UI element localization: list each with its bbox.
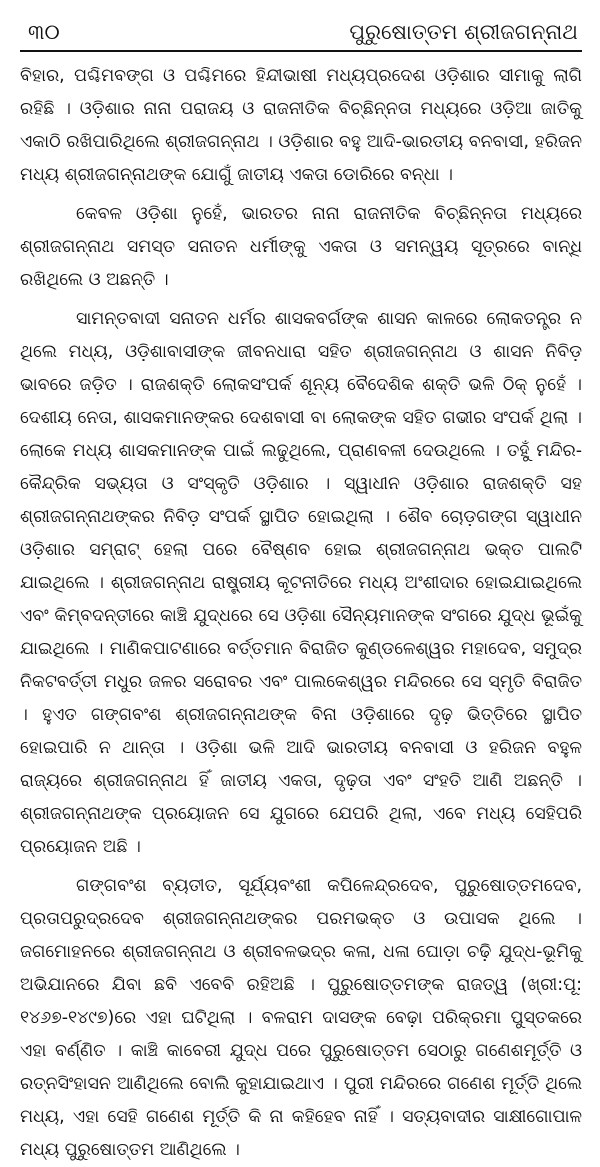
paragraph-1: ବିହାର, ପଶ୍ଚିମବଙ୍ଗ ଓ ପଶ୍ଚିମରେ ହିନ୍ଦୀଭାଷୀ ମଧ୍ୟପ୍ରଦେଶ ଓଡ଼ିଶାର ସୀମାକୁ ଲାଗି ରହିଛି । ଓଡ଼ିଶାର ନାନା ପରାଜୟ ଓ ରାଜନୀତିକ ବିଚ୍ଛିନ୍ନତା ମଧ୍ୟରେ ଓଡ଼ିଆ ଜାତିକୁ ଏକାଠି ରଖିପାରିଥିଲେ ଶ୍ରୀଜଗନ୍ନାଥ । ଓଡ଼ିଶାର ବହୁ ଆଦି-ଭାରତୀୟ ବନବାସୀ, ହରିଜନ ମଧ୍ୟ ଶ୍ରୀଜଗନ୍ନାଥଙ୍କ ଯୋଗୁଁ ଜାତୀୟ ଏକତା ଡୋରିରେ ବନ୍ଧା । [20,66,582,185]
body-text [20,60,582,1167]
paragraph-3: ସାମନ୍ତବାଦୀ ସନାତନ ଧର୍ମର ଶାସକବର୍ଗଙ୍କ ଶାସନ କାଳରେ ଲୋକତନ୍ତ୍ର ନ ଥିଲେ ମଧ୍ୟ, ଓଡ଼ିଶାବାସୀଙ୍କ ଜୀବନଧାରା ସହିତ ଶ୍ରୀଜଗନ୍ନାଥ ଓ ଶାସନ ନିବିଡ଼ ଭାବରେ ଜଡ଼ିତ । ରାଜଶକ୍ତି ଲୋକସଂପର୍କ ଶୂନ୍ୟ ବୈଦେଶିକ ଶକ୍ତି ଭଳି ଠିକ୍ ନୁହେଁ । ଦେଶୀୟ ନେତା, ଶାସକମାନଙ୍କର ଦେଶବାସୀ ବା ଲୋକଙ୍କ ସହିତ ଗଭୀର ସଂପର୍କ ଥିଲା । ଲୋକେ ମଧ୍ୟ ଶାସକମାନଙ୍କ ପାଇଁ ଲଢୁଥିଲେ, ପ୍ରାଣବଳୀ ଦେଉଥିଲେ । ତହୁଁ ମନ୍ଦିର-କୈନ୍ଦ୍ରିକ ସଭ୍ୟତା ଓ ସଂସ୍କୃତି ଓଡ଼ିଶାର । ସ୍ୱାଧୀନ ଓଡ଼ିଶାର ରାଜଶକ୍ତି ସହ ଶ୍ରୀଜଗନ୍ନାଥଙ୍କର ନିବିଡ଼ ସଂପର୍କ ସ୍ଥାପିତ ହୋଇଥିଲା । ଶୈବ ଚୋଡ଼ଗଙ୍ଗ ସ୍ୱାଧୀନ ଓଡ଼ିଶାର ସମ୍ରାଟ୍ ହେଲା ପରେ ବୈଷ୍ଣବ ହୋଇ ଶ୍ରୀଜଗନ୍ନାଥ ଭକ୍ତ ପାଲଟି ଯାଇଥିଲେ । ଶ୍ରୀଜଗନ୍ନାଥ ରାଷ୍ଟ୍ରୀୟ କୂଟନୀତିରେ ମଧ୍ୟ ଅଂଶୀଦାର ହୋଇଯାଇଥିଲେ ଏବଂ କିମ୍ବଦନ୍ତୀରେ କାଞ୍ଚି ଯୁଦ୍ଧରେ ସେ ଓଡ଼ିଶା ସୈନ୍ୟମାନଙ୍କ ସଂଗରେ ଯୁଦ୍ଧ ଭୂଇଁକୁ ଯାଇଥିଲେ । ମାଣିକପାଟଣାରେ ବର୍ତ୍ତମାନ ବିରାଜିତ କୁଣ୍ଡଳେଶ୍ୱର ମହାଦେବ, ସମୁଦ୍ର ନିକଟବର୍ତ୍ତୀ ମଧୁର ଜଳର ସରୋବର ଏବଂ ପାଲକେଶ୍ୱର ମନ୍ଦିରରେ ସେ ସ୍ମୃତି ବିରାଜିତ । ହୁଏତ ଗଙ୍ଗବଂଶ ଶ୍ରୀଜଗନ୍ନାଥଙ୍କ ବିନା ଓଡ଼ିଶାରେ ଦୃଢ଼ ଭିତ୍ତିରେ ସ୍ଥାପିତ ହୋଇପାରି ନ ଥାନ୍ତା । ଓଡ଼ିଶା ଭଳି ଆଦି ଭାରତୀୟ ବନବାସୀ ଓ ହରିଜନ ବହୁଳ ରାଜ୍ୟରେ ଶ୍ରୀଜଗନ୍ନାଥ ହିଁ ଜାତୀୟ ଏକତା, ଦୃଢ଼ତା ଏବଂ ସଂହତି ଆଣି ଅଛନ୍ତି । ଶ୍ରୀଜଗନ୍ନାଥଙ୍କ ପ୍ରୟୋଜନ ସେ ଯୁଗରେ ଯେପରି ଥିଲା, ଏବେ ମଧ୍ୟ ସେହିପରି ପ୍ରୟୋଜନ ଅଛି । [20,309,582,857]
paragraph-2: କେବଳ ଓଡ଼ିଶା ନୁହେଁ, ଭାରତର ନାନା ରାଜନୀତିକ ବିଚ୍ଛିନ୍ନତା ମଧ୍ୟରେ ଶ୍ରୀଜଗନ୍ନାଥ ସମସ୍ତ ସନାତନ ଧର୍ମୀଙ୍କୁ ଏକତା ଓ ସମନ୍ୱୟ ସୂତ୍ରରେ ବାନ୍ଧି ରଖିଥିଲେ ଓ ଅଛନ୍ତି । [20,204,582,290]
paragraph-4: ଗଙ୍ଗବଂଶ ବ୍ୟତୀତ, ସୂର୍ଯ୍ୟବଂଶୀ କପିଳେନ୍ଦ୍ରଦେବ, ପୁରୁଷୋତ୍ତମଦେବ, ପ୍ରତାପରୁଦ୍ରଦେବ ଶ୍ରୀଜଗନ୍ନାଥଙ୍କର ପରମଭକ୍ତ ଓ ଉପାସକ ଥିଲେ । ଜଗମୋହନରେ ଶ୍ରୀଜଗନ୍ନାଥ ଓ ଶ୍ରୀବଳଭଦ୍ର କଳା, ଧଳା ଘୋଡ଼ା ଚଢ଼ି ଯୁଦ୍ଧ-ଭୂମିକୁ ଅଭିଯାନରେ ଯିବା ଛବି ଏବେବି ରହିଅଛି । ପୁରୁଷୋତ୍ତମଙ୍କ ରାଜତ୍ୱ (ଖ୍ରୀ:ପୂ: ୧୪୬୭-୧୪୯୭)ରେ ଏହା ଘଟିଥିଲା । ବଳରାମ ଦାସଙ୍କ ବେଢ଼ା ପରିକ୍ରମା ପୁସ୍ତକରେ ଏହା ବର୍ଣ୍ଣିତ । କାଞ୍ଚି କାବେରୀ ଯୁଦ୍ଧ ପରେ ପୁରୁଷୋତ୍ତମ ସେଠାରୁ ଗଣେଶମୂର୍ତ୍ତି ଓ ରତ୍ନସିଂହାସନ ଆଣିଥିଲେ ବୋଲି କୁହାଯାଇଥାଏ । ପୁରୀ ମନ୍ଦିରରେ ଗଣେଶ ମୂର୍ତ୍ତି ଥିଲେ ମଧ୍ୟ, ଏହା ସେହି ଗଣେଶ ମୂର୍ତ୍ତି କି ନା କହିହେବ ନାହିଁ । ସତ୍ୟବାଦୀର ସାକ୍ଷୀଗୋପାଳ ମଧ୍ୟ ପୁରୁଷୋତ୍ତମ ଆଣିଥିଲେ । [20,876,582,1160]
page-number: ୩୦ [28,20,60,44]
page-header [20,10,582,52]
running-title: ପୁରୁଷୋତ୍ତମ ଶ୍ରୀଜଗନ୍ନାଥ [349,20,578,44]
